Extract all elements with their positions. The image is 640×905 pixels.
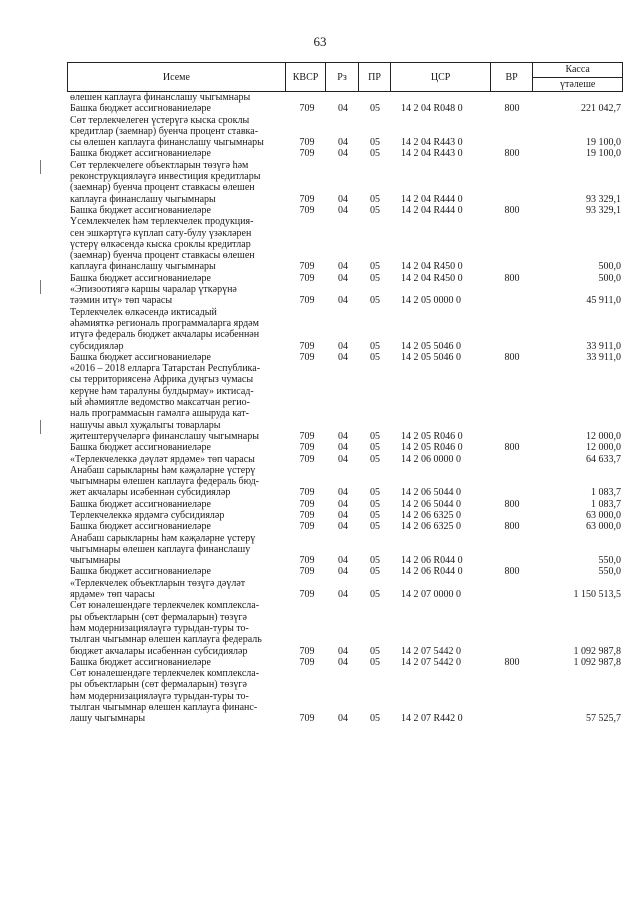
table-row <box>67 465 623 499</box>
table-row <box>67 216 623 272</box>
row-name-line: сы территориясенә Африка дуңгыз чумасы <box>70 374 254 386</box>
row-name-line: Терлекчелек өлкәсендә иктисадый <box>70 306 217 318</box>
row-name-line: һәм модернизацияләүгә турыдан-туры то- <box>70 690 249 702</box>
header-sum-line1: Касса <box>565 64 590 75</box>
row-name <box>67 578 287 601</box>
row-name-line: чыгымнары өлешен каплауга финанслашу <box>70 543 251 555</box>
row-kvsr: 709 <box>299 566 315 578</box>
table-row <box>67 668 623 724</box>
row-name-line: Терлекчелеккә ярдәмгә субсидияләр <box>70 509 225 521</box>
margin-tick <box>40 420 41 434</box>
row-pr: 05 <box>370 713 380 725</box>
row-sum: 1 150 513,5 <box>573 589 621 601</box>
row-csr: 14 2 06 0000 0 <box>401 453 461 465</box>
header-vr: ВР <box>491 63 533 91</box>
row-sum: 93 329,1 <box>586 204 621 216</box>
row-pr: 05 <box>370 137 380 149</box>
row-name <box>67 533 287 567</box>
row-rz: 04 <box>338 148 348 160</box>
row-sum: 57 525,7 <box>586 713 621 725</box>
row-sum: 93 329,1 <box>586 193 621 205</box>
row-sum: 550,0 <box>598 555 621 567</box>
row-pr: 05 <box>370 555 380 567</box>
row-sum: 45 911,0 <box>586 295 621 307</box>
page-number: 63 <box>313 34 327 49</box>
row-name <box>67 273 287 284</box>
row-name-line: «Терлекчелеккә дәүләт ярдәме» төп чарасы <box>70 453 255 465</box>
row-name-line: сен эшкәртүгә күплап сату-булу үзәкләрен <box>70 227 252 239</box>
row-csr: 14 2 05 R046 0 <box>401 430 463 442</box>
row-name-line: итүгә федераль бюджет акчалары исәбеннән <box>70 329 260 341</box>
row-name-line: чыгымнары <box>70 555 121 567</box>
row-sum: 550,0 <box>598 566 621 578</box>
row-name <box>67 442 287 453</box>
row-sum: 500,0 <box>598 261 621 273</box>
row-csr: 14 2 06 5044 0 <box>401 498 461 510</box>
row-csr: 14 2 06 R044 0 <box>401 566 463 578</box>
table-row <box>67 521 623 532</box>
table-row <box>67 307 623 352</box>
row-name-line: ый әһәмиятле ведомство максатчан регио- <box>70 397 250 409</box>
row-kvsr: 709 <box>299 261 315 273</box>
row-pr: 05 <box>370 498 380 510</box>
row-name-line: Сөт терлекчелеге объектларын төзүгә һәм <box>70 159 249 171</box>
row-vr: 800 <box>504 351 520 363</box>
row-name-line: (заемнар) буенча процент ставкасы өлешен <box>70 250 255 262</box>
row-name-line: реконструкцияләүгә инвестиция кредитлары <box>70 171 261 183</box>
row-sum: 500,0 <box>598 272 621 284</box>
table-row <box>67 510 623 521</box>
row-name-line: «2016 – 2018 елларга Татарстан Республика- <box>70 363 261 375</box>
row-kvsr: 709 <box>299 351 315 363</box>
row-kvsr: 709 <box>299 340 315 352</box>
row-vr: 800 <box>504 566 520 578</box>
table-row <box>67 273 623 284</box>
row-name-line: Башка бюджет ассигнованиеләре <box>70 521 211 533</box>
row-name <box>67 205 287 216</box>
row-kvsr: 709 <box>299 645 315 657</box>
row-csr: 14 2 05 R046 0 <box>401 442 463 454</box>
row-sum: 1 092 987,8 <box>573 645 621 657</box>
row-kvsr: 709 <box>299 272 315 284</box>
row-csr: 14 2 06 R044 0 <box>401 555 463 567</box>
row-name-line: һәм модернизацияләүгә турыдан-туры то- <box>70 622 249 634</box>
row-name <box>67 566 287 577</box>
row-csr: 14 2 07 0000 0 <box>401 589 461 601</box>
row-name-line: үстерү өлкәсендә кыска сроклы кредитлар <box>70 238 251 250</box>
row-name-line: өлешен каплауга финанслашу чыгымнары <box>70 92 251 103</box>
row-name <box>67 148 287 159</box>
table-row <box>67 284 623 307</box>
row-name-line: тәэмин итү» төп чарасы <box>70 295 173 307</box>
table-row <box>67 115 623 149</box>
row-name-line: Башка бюджет ассигнованиеләре <box>70 566 211 578</box>
row-sum: 1 083,7 <box>591 498 621 510</box>
row-rz: 04 <box>338 137 348 149</box>
row-name-line: Башка бюджет ассигнованиеләре <box>70 656 211 668</box>
row-rz: 04 <box>338 340 348 352</box>
row-name-line: Башка бюджет ассигнованиеләре <box>70 351 211 363</box>
row-name-line: лашу чыгымнары <box>70 713 146 725</box>
row-rz: 04 <box>338 272 348 284</box>
row-name-line: чыгымнары өлешен каплауга федераль бюд- <box>70 476 260 488</box>
row-name <box>67 284 287 307</box>
row-pr: 05 <box>370 103 380 115</box>
table-row <box>67 92 623 103</box>
row-kvsr: 709 <box>299 442 315 454</box>
table-row <box>67 205 623 216</box>
table-row <box>67 103 623 114</box>
row-rz: 04 <box>338 351 348 363</box>
row-rz: 04 <box>338 589 348 601</box>
row-csr: 14 2 04 R450 0 <box>401 261 463 273</box>
row-pr: 05 <box>370 442 380 454</box>
row-csr: 14 2 04 R048 0 <box>401 103 463 115</box>
row-sum: 221 042,7 <box>581 103 621 115</box>
row-pr: 05 <box>370 487 380 499</box>
row-kvsr: 709 <box>299 656 315 668</box>
row-name <box>67 352 287 363</box>
row-name <box>67 363 287 442</box>
row-name-line: Башка бюджет ассигнованиеләре <box>70 204 211 216</box>
row-kvsr: 709 <box>299 148 315 160</box>
row-rz: 04 <box>338 713 348 725</box>
row-name-line: керүне һәм таралуны булдырмау» иктисад- <box>70 385 254 397</box>
row-sum: 33 911,0 <box>586 340 621 352</box>
row-name-line: ры объектларын (сөт фермаларын) төзүгә <box>70 679 247 691</box>
row-kvsr: 709 <box>299 589 315 601</box>
row-name-line: бюджет акчалары исәбеннән субсидияләр <box>70 645 248 657</box>
row-rz: 04 <box>338 566 348 578</box>
row-rz: 04 <box>338 487 348 499</box>
row-pr: 05 <box>370 272 380 284</box>
row-name <box>67 307 287 352</box>
row-csr: 14 2 04 R443 0 <box>401 137 463 149</box>
row-name-line: ры объектларын (сөт фермаларын) төзүгә <box>70 611 247 623</box>
row-pr: 05 <box>370 453 380 465</box>
header-csr: ЦСР <box>391 63 491 91</box>
row-csr: 14 2 04 R444 0 <box>401 204 463 216</box>
row-rz: 04 <box>338 103 348 115</box>
row-name <box>67 465 287 499</box>
row-kvsr: 709 <box>299 498 315 510</box>
row-name-line: кредитлар (заемнар) буенча процент ставка- <box>70 125 259 137</box>
row-name-line: наль программасын гамәлгә ашыруда кат- <box>70 408 249 420</box>
table-row <box>67 454 623 465</box>
row-pr: 05 <box>370 509 380 521</box>
row-name <box>67 103 287 114</box>
row-vr: 800 <box>504 442 520 454</box>
row-name-line: җитештерүчеләргә финанслашу чыгымнары <box>70 430 259 442</box>
row-name <box>67 521 287 532</box>
row-csr: 14 2 05 5046 0 <box>401 351 461 363</box>
table-body <box>67 92 623 725</box>
row-vr: 800 <box>504 103 520 115</box>
budget-table <box>67 62 623 725</box>
row-csr: 14 2 07 5442 0 <box>401 645 461 657</box>
row-pr: 05 <box>370 645 380 657</box>
row-rz: 04 <box>338 656 348 668</box>
row-csr: 14 2 07 5442 0 <box>401 656 461 668</box>
row-name-line: каплауга финанслашу чыгымнары <box>70 193 216 205</box>
row-sum: 1 092 987,8 <box>573 656 621 668</box>
header-sum-line2: үтәлеше <box>533 77 622 90</box>
table-row <box>67 657 623 668</box>
row-sum: 19 100,0 <box>586 148 621 160</box>
row-kvsr: 709 <box>299 487 315 499</box>
row-kvsr: 709 <box>299 204 315 216</box>
row-sum: 12 000,0 <box>586 442 621 454</box>
row-name <box>67 600 287 656</box>
table-row <box>67 148 623 159</box>
row-pr: 05 <box>370 430 380 442</box>
row-sum: 63 000,0 <box>586 521 621 533</box>
table-row <box>67 442 623 453</box>
row-pr: 05 <box>370 589 380 601</box>
row-name-line: субсидияләр <box>70 340 124 352</box>
row-name <box>67 115 287 149</box>
row-pr: 05 <box>370 261 380 273</box>
row-name-line: әһәмияткә региональ программаларга ярдәм <box>70 317 259 329</box>
row-kvsr: 709 <box>299 430 315 442</box>
row-name-line: ярдәме» төп чарасы <box>70 589 155 601</box>
header-rz: Рз <box>326 63 359 91</box>
row-rz: 04 <box>338 645 348 657</box>
row-name-line: Сөт юнәлешендәге терлекчелек комплексла- <box>70 600 260 612</box>
row-name <box>67 454 287 465</box>
row-name <box>67 216 287 272</box>
row-name-line: Анабаш сарыкларны һәм кәҗәләрне үстерү <box>70 464 256 476</box>
row-vr: 800 <box>504 148 520 160</box>
row-csr: 14 2 06 6325 0 <box>401 521 461 533</box>
row-sum: 63 000,0 <box>586 509 621 521</box>
row-csr: 14 2 04 R443 0 <box>401 148 463 160</box>
row-kvsr: 709 <box>299 521 315 533</box>
row-csr: 14 2 06 6325 0 <box>401 509 461 521</box>
row-name-line: Сөт юнәлешендәге терлекчелек комплексла- <box>70 668 260 680</box>
row-name-line: Башка бюджет ассигнованиеләре <box>70 442 211 454</box>
row-kvsr: 709 <box>299 509 315 521</box>
row-rz: 04 <box>338 498 348 510</box>
row-name-line: Башка бюджет ассигнованиеләре <box>70 148 211 160</box>
table-row <box>67 352 623 363</box>
row-name-line: Башка бюджет ассигнованиеләре <box>70 498 211 510</box>
table-row <box>67 600 623 656</box>
row-name-line: жет акчалары исәбеннән субсидияләр <box>70 487 231 499</box>
margin-tick <box>40 280 41 294</box>
row-csr: 14 2 07 R442 0 <box>401 713 463 725</box>
row-rz: 04 <box>338 261 348 273</box>
row-sum: 64 633,7 <box>586 453 621 465</box>
row-pr: 05 <box>370 566 380 578</box>
row-name-line: каплауга финанслашу чыгымнары <box>70 261 216 273</box>
row-name <box>67 657 287 668</box>
row-vr: 800 <box>504 521 520 533</box>
row-rz: 04 <box>338 453 348 465</box>
table-row <box>67 533 623 567</box>
row-name-line: Башка бюджет ассигнованиеләре <box>70 272 211 284</box>
row-kvsr: 709 <box>299 103 315 115</box>
row-name <box>67 92 287 103</box>
row-csr: 14 2 05 5046 0 <box>401 340 461 352</box>
table-row <box>67 160 623 205</box>
row-csr: 14 2 04 R444 0 <box>401 193 463 205</box>
row-rz: 04 <box>338 442 348 454</box>
row-rz: 04 <box>338 509 348 521</box>
margin-tick <box>40 160 41 174</box>
row-kvsr: 709 <box>299 713 315 725</box>
row-name-line: Үсемлекчелек һәм терлекчелек продукция- <box>70 216 254 228</box>
row-name-line: Сөт терлекчелеген үстерүгә кыска сроклы <box>70 114 250 126</box>
row-pr: 05 <box>370 193 380 205</box>
row-name-line: Башка бюджет ассигнованиеләре <box>70 103 211 115</box>
row-pr: 05 <box>370 351 380 363</box>
table-row <box>67 578 623 601</box>
row-sum: 12 000,0 <box>586 430 621 442</box>
row-name-line: «Терлекчелек объектларын төзүгә дәүләт <box>70 577 246 589</box>
row-vr: 800 <box>504 656 520 668</box>
row-name-line: нашучы авыл хуҗалыгы товарлары <box>70 419 221 431</box>
table-row <box>67 363 623 442</box>
table-row <box>67 566 623 577</box>
table-header <box>67 62 623 92</box>
row-sum: 1 083,7 <box>591 487 621 499</box>
row-csr: 14 2 06 5044 0 <box>401 487 461 499</box>
header-sum <box>533 63 622 91</box>
header-pr: ПР <box>359 63 392 91</box>
row-rz: 04 <box>338 430 348 442</box>
row-rz: 04 <box>338 521 348 533</box>
row-name-line: тылган чыгымнар өлешен каплауга федераль <box>70 634 262 646</box>
row-name-line: Анабаш сарыкларны һәм кәҗәләрне үстерү <box>70 532 256 544</box>
row-pr: 05 <box>370 148 380 160</box>
row-sum: 33 911,0 <box>586 351 621 363</box>
row-name-line: (заемнар) буенча процент ставкасы өлешен <box>70 182 255 194</box>
row-vr: 800 <box>504 204 520 216</box>
header-kvsr: КВСР <box>286 63 326 91</box>
row-pr: 05 <box>370 656 380 668</box>
row-name-line: тылган чыгымнар өлешен каплауга финанс- <box>70 702 258 714</box>
row-name <box>67 160 287 205</box>
row-rz: 04 <box>338 555 348 567</box>
row-name <box>67 510 287 521</box>
row-pr: 05 <box>370 340 380 352</box>
row-csr: 14 2 04 R450 0 <box>401 272 463 284</box>
row-vr: 800 <box>504 272 520 284</box>
table-row <box>67 499 623 510</box>
row-kvsr: 709 <box>299 295 315 307</box>
row-vr: 800 <box>504 498 520 510</box>
row-name-line: сы өлешен каплауга финанслашу чыгымнары <box>70 137 264 149</box>
row-pr: 05 <box>370 521 380 533</box>
row-csr: 14 2 05 0000 0 <box>401 295 461 307</box>
row-kvsr: 709 <box>299 137 315 149</box>
row-rz: 04 <box>338 295 348 307</box>
row-name <box>67 499 287 510</box>
row-pr: 05 <box>370 204 380 216</box>
row-kvsr: 709 <box>299 193 315 205</box>
row-name <box>67 668 287 724</box>
row-rz: 04 <box>338 193 348 205</box>
row-kvsr: 709 <box>299 453 315 465</box>
header-name: Исеме <box>68 63 286 91</box>
row-rz: 04 <box>338 204 348 216</box>
row-sum: 19 100,0 <box>586 137 621 149</box>
row-name-line: «Эпизоотиягә каршы чаралар үткәрүнә <box>70 284 237 296</box>
row-kvsr: 709 <box>299 555 315 567</box>
row-pr: 05 <box>370 295 380 307</box>
